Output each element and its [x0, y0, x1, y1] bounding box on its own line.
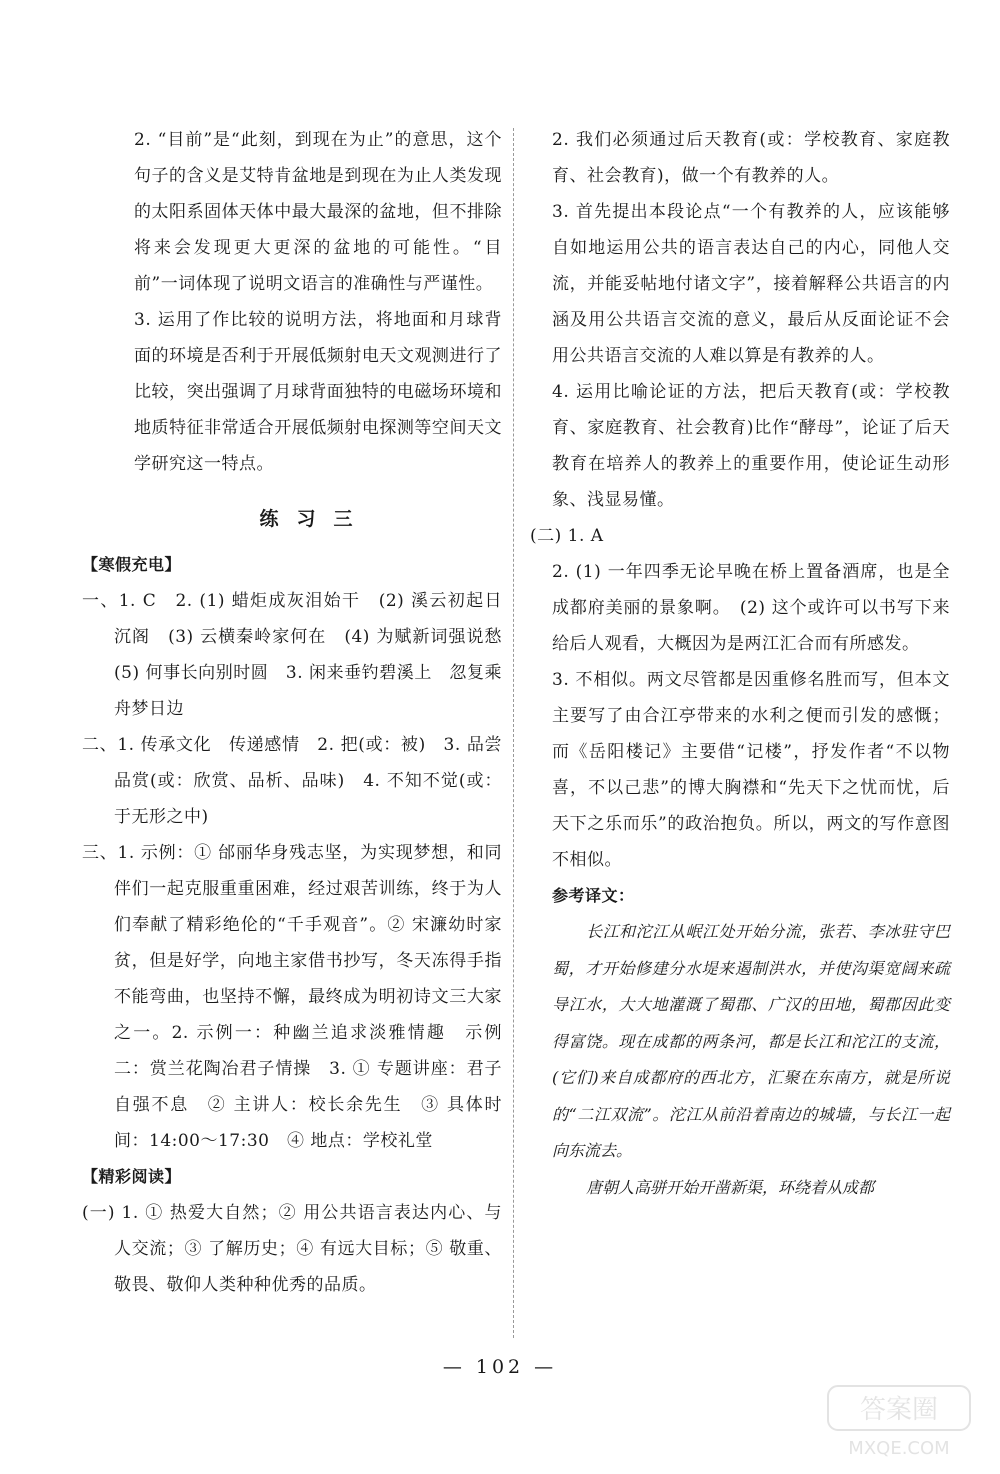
answer-paragraph: 2. “目前”是“此刻，到现在为止”的意思，这个句子的含义是艾特肯盆地是到现在为止人类发现的太阳系固体天体中最大最深的盆地，但不排除将来会发现更大更深的盆地的可能性。“目前”一词体现了说明文语言的准确性与严谨性。: [134, 130, 502, 294]
answer-paragraph: 三、1. 示例：① 邰丽华身残志坚，为实现梦想，和同伴们一起克服重重困难，经过艰苦训练，终于为人们奉献了精彩绝伦的“千手观音”。② 宋濂幼时家贫，但是好学，向地主家借书抄写，冬天冻得手指不能弯曲，也坚持不懈，最终成为明初诗文三大家之一。2. 示例一：种幽兰追求淡雅情趣 示例二：赏兰花陶冶君子情操 3. ① 专题讲座：君子自强不息 ② 主讲人：校长余先生 ③ 具体时间：14:00～17:30 ④ 地点：学校礼堂: [82, 843, 502, 1151]
translation-paragraph: 长江和沱江从岷江处开始分流，张若、李冰驻守巴蜀，才开始修建分水堤来遏制洪水，并使沟渠宽阔来疏导江水，大大地灌溉了蜀郡、广汉的田地，蜀郡因此变得富饶。现在成都的两条河，都是长江和沱江的支流，(它们)来自成都府的西北方，汇聚在东南方，就是所说的“二江双流”。沱江从前沿着南边的城墙，与长江一起向东流去。: [552, 922, 950, 1160]
answer-paragraph: (一) 1. ① 热爱大自然；② 用公共语言表达内心、与人交流；③ 了解历史；④ 有远大目标；⑤ 敬重、敬畏、敬仰人类种种优秀的品质。: [82, 1203, 502, 1295]
answer-paragraph: (二) 1. A: [530, 526, 604, 546]
answer-paragraph: 2. (1) 一年四季无论早晚在桥上置备酒席，也是全成都府美丽的景象啊。 (2) 这个或许可以书写下来给后人观看，大概因为是两江汇合而有所感发。: [552, 562, 950, 654]
watermark-logo: [824, 1382, 974, 1462]
section-heading: 【精彩阅读】: [82, 1167, 182, 1186]
answer-paragraph: 4. 运用比喻论证的方法，把后天教育(或：学校教育、家庭教育、社会教育)比作“酵母”，论证了后天教育在培养人的教养上的重要作用，使论证生动形象、浅显易懂。: [552, 382, 950, 510]
section-title: 练习三: [259, 508, 371, 530]
svg-text:MXQE.COM: MXQE.COM: [848, 1438, 950, 1459]
svg-text:答案圈: 答案圈: [859, 1395, 939, 1425]
answer-paragraph: 2. 我们必须通过后天教育(或：学校教育、家庭教育、社会教育)，做一个有教养的人。: [552, 130, 950, 186]
section-heading: 【寒假充电】: [82, 555, 182, 574]
answer-paragraph: 3. 首先提出本段论点“一个有教养的人，应该能够自如地运用公共的语言表达自己的内心，同他人交流，并能妥帖地付诸文字”，接着解释公共语言的内涵及用公共语言交流的意义，最后从反面论证不会用公共语言交流的人难以算是有教养的人。: [552, 202, 950, 366]
page-number: — 102 —: [442, 1356, 558, 1378]
right-column: [530, 122, 950, 1206]
column-divider: [513, 128, 514, 1338]
answer-paragraph: 一、1. C 2. (1) 蜡炬成灰泪始干 (2) 溪云初起日沉阁 (3) 云横秦岭家何在 (4) 为赋新词强说愁 (5) 何事长向别时圆 3. 闲来垂钓碧溪上 忽复乘舟梦日边: [82, 591, 520, 719]
answer-paragraph: 二、1. 传承文化 传递感情 2. 把(或：被) 3. 品尝 品赏(或：欣赏、品析、品味) 4. 不知不觉(或：于无形之中): [82, 735, 520, 827]
answer-paragraph: 3. 运用了作比较的说明方法，将地面和月球背面的环境是否利于开展低频射电天文观测进行了比较，突出强调了月球背面独特的电磁场环境和地质特征非常适合开展低频射电探测等空间天文学研究这一特点。: [134, 310, 502, 474]
translation-heading: 参考译文：: [552, 886, 635, 905]
translation-paragraph: 唐朝人高骈开始开凿新渠，环绕着从成都: [586, 1177, 875, 1197]
answer-paragraph: 3. 不相似。两文尽管都是因重修名胜而写，但本文主要写了由合江亭带来的水利之便而引发的感慨；而《岳阳楼记》主要借“记楼”，抒发作者“不以物喜，不以己悲”的博大胸襟和“先天下之忧而忧，后天下之乐而乐”的政治抱负。所以，两文的写作意图不相似。: [552, 670, 950, 870]
left-column: [82, 122, 520, 1303]
